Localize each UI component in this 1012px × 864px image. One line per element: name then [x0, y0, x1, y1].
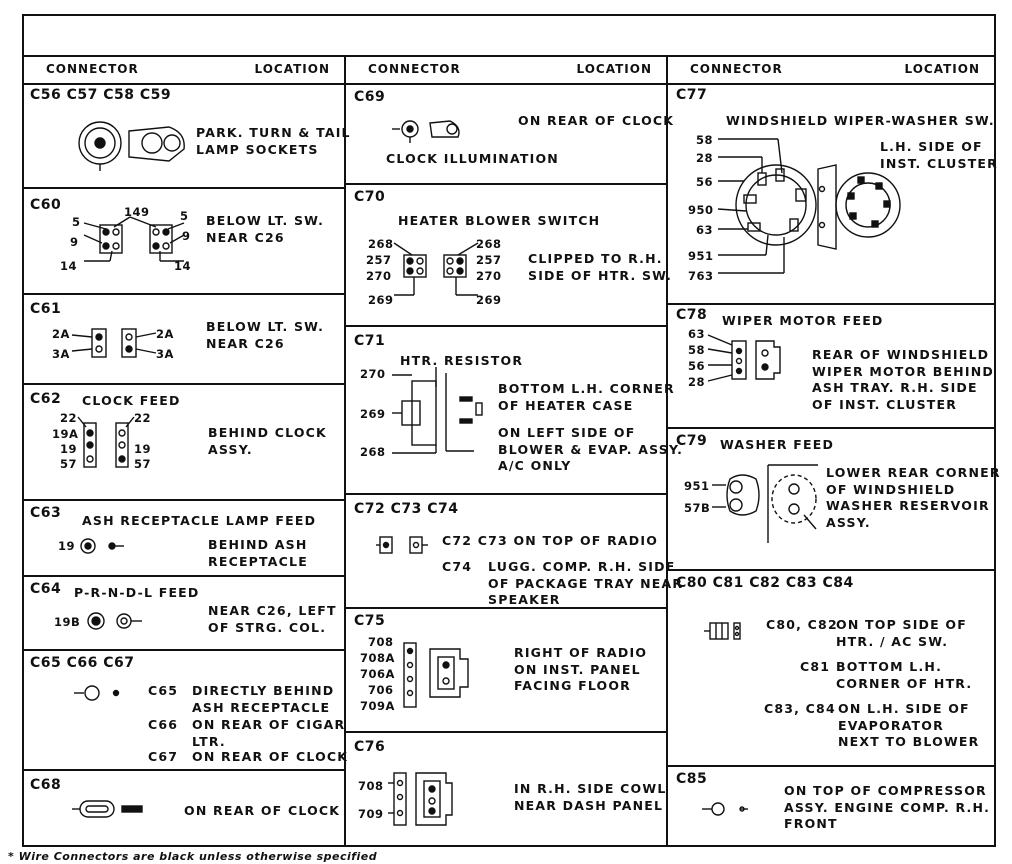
connector-pair-icon — [72, 327, 156, 361]
cell-c70: C70 HEATER BLOWER SWITCH 268 257 270 269 268 257 270 269 CLIPPED TO R.H. SIDE OF HTR. SW. — [346, 185, 666, 327]
cell-c77: C77 WINDSHIELD WIPER-WASHER SW. 58 28 56 950 63 951 763 L.H. SIDE OF INST. CLUSTER — [668, 83, 994, 305]
header-connector: CONNECTOR — [46, 62, 139, 76]
cell-c71: C71 HTR. RESISTOR 270 269 268 BOTTOM L.H. CORNER OF HEATER CASE ON LEFT SIDE OF BLOWER & EVAP. ASSY. A/C ONLY — [346, 327, 666, 495]
connector-id: C69 — [354, 89, 386, 105]
connector-ids: C72 C73 C74 — [354, 501, 459, 517]
column-header — [24, 57, 344, 85]
cell-c69 — [346, 83, 675, 185]
lamp-socket-icon — [74, 119, 194, 169]
cell-c62: C62 CLOCK FEED 22 19A 19 57 22 19 57 BEHIND CLOCK ASSY. — [24, 385, 344, 501]
cell-c72-c74: C72 C73 C74 C72 C73 ON TOP OF RADIO C74 LUGG. COMP. R.H. SIDE OF PACKAGE TRAY NEAR SPEAKER — [346, 495, 666, 609]
radio-connector-icon — [376, 533, 436, 557]
cell-title: ASH RECEPTACLE LAMP FEED — [82, 513, 317, 528]
compressor-connector-icon — [702, 799, 762, 819]
header-connector: CONNECTOR — [690, 62, 783, 76]
cell-title: HTR. RESISTOR — [400, 353, 524, 368]
location-text: ON TOP OF COMPRESSOR ASSY. ENGINE COMP. R.H. FRONT — [784, 783, 991, 831]
cell-title: CLOCK FEED — [82, 393, 181, 408]
location-text: IN R.H. SIDE COWL NEAR DASH PANEL — [514, 781, 667, 813]
wiper-motor-connector-icon — [708, 331, 792, 391]
cell-title: HEATER BLOWER SWITCH — [398, 213, 601, 228]
location-text: NEAR C26, LEFT OF STRG. COL. — [208, 603, 337, 635]
connector-id: C63 — [30, 505, 62, 521]
cell-c64: C64 P-R-N-D-L FEED 19B NEAR C26, LEFT OF STRG. COL. — [24, 577, 344, 651]
cell-title: WASHER FEED — [720, 437, 835, 452]
cell-c60: C60 5 9 14 149 5 9 14 BELOW LT. SW. NEAR C26 — [24, 189, 344, 295]
cell-c78: C78 WIPER MOTOR FEED 63 58 56 28 REAR OF WINDSHIELD WIPER MOTOR BEHIND ASH TRAY. R.H. SIDE OF INST. CLUSTER — [668, 305, 994, 429]
connector-id: C60 — [30, 197, 62, 213]
cell-c85 — [668, 767, 994, 845]
cell-c56-c59 — [24, 83, 351, 189]
wiper-switch-icon — [718, 139, 898, 279]
location-text: ON REAR OF CLOCK — [192, 749, 349, 764]
location-text: ON LEFT SIDE OF BLOWER & EVAP. ASSY. A/C ONLY — [498, 425, 684, 473]
cell-title: CLOCK ILLUMINATION — [386, 151, 559, 166]
cell-c76: C76 708 709 IN R.H. SIDE COWL NEAR DASH PANEL — [346, 733, 666, 845]
cell-title: P-R-N-D-L FEED — [74, 585, 200, 600]
cell-c61: C61 2A 3A 2A 3A BELOW LT. SW. NEAR C26 — [24, 295, 344, 385]
cell-c68 — [24, 771, 344, 845]
connector-id: C64 — [30, 581, 62, 597]
cell-c79: C79 WASHER FEED 951 57B LOWER REAR CORNER OF WINDSHIELD WASHER RESERVOIR ASSY. — [668, 429, 994, 571]
location-text: REAR OF WINDSHIELD WIPER MOTOR BEHIND ASH TRAY. R.H. SIDE OF INST. CLUSTER — [812, 347, 994, 412]
column-1 — [22, 55, 351, 847]
cell-title: WINDSHIELD WIPER-WASHER SW. — [726, 113, 995, 128]
column-2 — [344, 55, 684, 847]
cowl-connector-icon — [388, 769, 468, 829]
connector-id: C75 — [354, 613, 386, 629]
location-text: BEHIND CLOCK ASSY. — [208, 425, 327, 457]
header-location: LOCATION — [576, 62, 652, 76]
connector-ids: C65 C66 C67 — [30, 655, 135, 671]
location-text: BEHIND ASH RECEPTACLE — [208, 537, 308, 569]
location-text: LOWER REAR CORNER OF WINDSHIELD WASHER RESERVOIR ASSY. — [826, 465, 1001, 530]
cell-c80-c84: C80 C81 C82 C83 C84 C80, C82 ON TOP SIDE OF HTR. / AC SW. C81 BOTTOM L.H. CORNER OF HTR. C83, C84 ON L.H. SIDE OF EVAPORATOR NEXT TO BLOWER — [668, 571, 994, 767]
location-text: BELOW LT. SW. NEAR C26 — [206, 213, 325, 245]
clock-lamp-icon — [72, 799, 148, 819]
location-text: PARK. TURN & TAIL LAMP SOCKETS — [196, 125, 351, 157]
column-header — [346, 57, 666, 85]
location-text: ON REAR OF CIGAR LTR. — [192, 717, 346, 749]
cell-c75: C75 708 708A 706A 706 709A RIGHT OF RADIO ON INST. PANEL FACING FLOOR — [346, 609, 666, 733]
blower-switch-connector-icon — [394, 241, 478, 301]
cell-c65-c67: C65 C66 C67 C65 DIRECTLY BEHIND ASH RECEPTACLE C66 ON REAR OF CIGAR LTR. C67 ON REAR OF CLOCK — [24, 651, 344, 771]
connector-id: C78 — [676, 307, 708, 323]
connector-id: C85 — [676, 771, 708, 787]
connector-ids: C56 C57 C58 C59 — [30, 87, 172, 103]
title-frame — [22, 14, 996, 57]
column-header — [668, 57, 994, 85]
connector-id: C77 — [676, 87, 708, 103]
location-text: BELOW LT. SW. NEAR C26 — [206, 319, 325, 351]
connector-id: C68 — [30, 777, 62, 793]
connector-id: C70 — [354, 189, 386, 205]
connector-id: C71 — [354, 333, 386, 349]
connector-pair-icon — [78, 415, 138, 471]
location-text: ON REAR OF CLOCK — [184, 803, 341, 818]
heater-ac-switch-connector-icon — [704, 619, 754, 643]
bulb-socket-icon — [74, 683, 124, 703]
location-text: BOTTOM L.H. CORNER OF HTR. — [836, 659, 973, 691]
location-text: CLIPPED TO R.H. SIDE OF HTR. SW. — [528, 251, 673, 283]
location-text: ON TOP SIDE OF HTR. / AC SW. — [836, 617, 967, 649]
location-text: L.H. SIDE OF INST. CLUSTER — [880, 139, 998, 171]
location-text: ON L.H. SIDE OF EVAPORATOR NEXT TO BLOWER — [838, 701, 980, 749]
clock-illumination-icon — [392, 117, 472, 141]
heater-resistor-icon — [384, 367, 494, 457]
location-text: ON REAR OF CLOCK — [518, 113, 675, 128]
socket-icon — [78, 537, 134, 557]
footnote: * Wire Connectors are black unless otherwise specified — [8, 850, 378, 863]
header-connector: CONNECTOR — [368, 62, 461, 76]
socket-icon — [84, 611, 144, 631]
location-text: DIRECTLY BEHIND ASH RECEPTACLE — [192, 683, 335, 715]
header-location: LOCATION — [904, 62, 980, 76]
connector-ids: C80 C81 C82 C83 C84 — [676, 575, 854, 591]
connector-id: C79 — [676, 433, 708, 449]
cell-title: WIPER MOTOR FEED — [722, 313, 884, 328]
radio-feed-connector-icon — [400, 639, 480, 713]
connector-id: C62 — [30, 391, 62, 407]
column-3 — [666, 55, 1001, 847]
connector-id: C76 — [354, 739, 386, 755]
location-text: LUGG. COMP. R.H. SIDE OF PACKAGE TRAY NEAR SPEAKER — [488, 559, 684, 607]
cell-c63: C63 ASH RECEPTACLE LAMP FEED 19 BEHIND ASH RECEPTACLE — [24, 501, 344, 577]
location-text: BOTTOM L.H. CORNER OF HEATER CASE — [498, 381, 675, 413]
location-text: RIGHT OF RADIO ON INST. PANEL FACING FLOOR — [514, 645, 648, 693]
connector-id: C61 — [30, 301, 62, 317]
header-location: LOCATION — [254, 62, 330, 76]
washer-feed-connector-icon — [712, 465, 822, 545]
connector-pair-icon — [84, 217, 184, 267]
